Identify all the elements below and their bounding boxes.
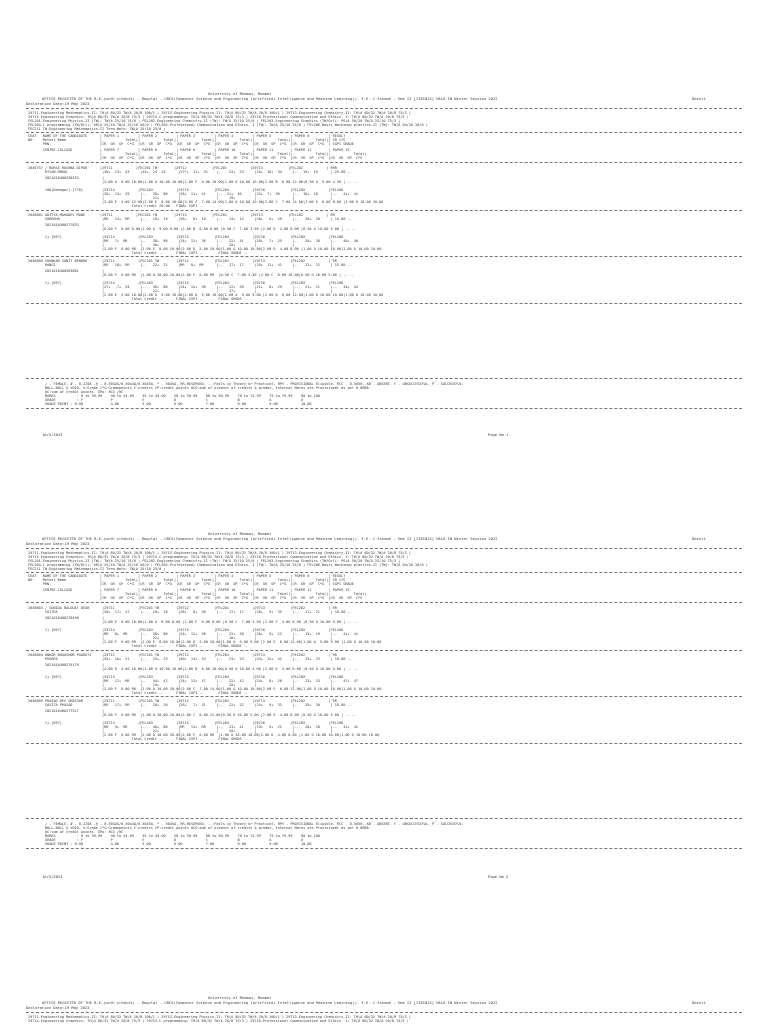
column-header-line: | Total|| Total|| Total|| Total|| Total|| Total|| Total|: [28, 152, 367, 156]
record-line: Total Credit -- FINAL CGPI -- FINAL GRADE --: [28, 737, 249, 741]
record-line: 1)-[857] |29714 |FEL203 |29715 |FEL204 |29716 |FEL205 |FEL206: [28, 675, 344, 679]
record-line: 1)-[857] |29714 |FEL203 |29715 |FEL204 |29716 |FEL205 |FEL206: [28, 235, 344, 239]
column-header-line: SEAT NAME OF THE CANDIDATE | PAPER 1 | PAPER 2 | PAPER 3 | PAPER 4 | PAPER 5 | PAPER 6 | RESULT: [28, 134, 346, 138]
divider: [26, 572, 742, 573]
record-line: |4.00 A 0.00 16.00|1.00 O 10.00 10.00|2.00 E 9.00 18.00|1.00 O 10.00 10.00|2.00 B 6.00 12.00|0.50 A 9.00 4.50 | -- --: [28, 180, 359, 184]
divider: [26, 650, 742, 651]
subject-line: FEC211 TW-Engineering Mathematics-II Term Work: TW(A 25/10 25/0 ): [28, 567, 166, 571]
record-line: |0.00 F 0.00 RR |1.00 O 10.00 10.00|2.00 C 6.00 12.00|0.50 O 10.00 5.00 |2.00 E 4.00 8.00 |0.50 O 10.00 5.00 | -- --: [28, 713, 356, 717]
record-line: |RR 7+ RR |-- 38+ 86 |24+ 12+ 36 |-- 22+ 41 |18+ 7+ 25 |-- 20+ 20 |-- 40+ 40: [28, 239, 359, 243]
record-line: 2046804 ONKAR BHAUSHOB PAARATI |29711 |FEC201 TW |29712 |FEL201 |29713 |FEL202 | RR: [28, 653, 337, 657]
declaration-date: Declaration Date:19 May 2023: [26, 102, 90, 106]
record-line: Total Credit -- FINAL CGPI -- FINAL GRADE --: [28, 297, 249, 301]
print-date: 16/5/2023: [42, 875, 63, 879]
record-line: 2046805 SHANKAR SUNIT BENDRE |29711 |FEC201 TW |29712 |FEL201 |29713 |FEL202 | RR: [28, 259, 337, 263]
subject-line: 29711-Engineering Mathematics-II: TH(A 80/32 TW/A 20/8 100/1 ) 29712-Engineering Physics-II: TH(A 80/32 TW/A 20/8 100/1 ) 29713-Engineering Chemistry-II: TH(A 80/32 TW/A 20/8 75/3 ): [28, 551, 411, 555]
record-line: | | 21+ | | 19+ | | |: [28, 196, 333, 200]
divider: [26, 818, 742, 819]
column-header-line: CENTRE-COLLEGE | PAPER 7 | PAPER 8 | PAPER 9 | PAPER 10 | PAPER 11 | PAPER 12 | PAPER 13: [28, 148, 350, 152]
record-line: |0.00 F 0.00 RR |1.00 O 10.00 10.00|2.00 F 0.00 RR |0.50 C 7.00 3.50 |2.00 C 8.00 16.00|0.50 O 10.00 5.00 | -- --: [28, 273, 354, 277]
record-line: 2021016400277527 |: [28, 709, 105, 713]
divider: [26, 408, 742, 409]
divider: [26, 162, 742, 163]
column-header-line: |CR GR GP C*G |CR GR GP C*G |CR GR GP C*G |CR GR GP C*G |CR GR GP C*G |CR GR GP C*G |CR GR GP C*G: [28, 596, 363, 600]
subject-line: FEL204-C programming (TW/Orl): OR(A 25/10 TW/A 25/10 50/0 ) FEL205-Professional Communication and Ethics- I (TW): TW(A 25/10 25/0 ) FEL206-Basic Workshop practice-II (TW): TW(A 50/20 50/0 ): [28, 563, 428, 567]
record-line: 1)-[857] |29714 |FEL203 |29715 |FEL204 |29716 |FEL205 |FEL206: [28, 721, 344, 725]
legend-line: GRADE : F P E D C B A O: [45, 838, 304, 842]
record-line: Total Credit 20.00 FINAL CGPI --: [28, 204, 204, 208]
subject-line: 29714-Engineering Graphics: TH(A 80/32 TW/A 20/8 75/3 ) 29715-C programming: TH(A 80/32 TW/A 20/8 75/3 ) 29716-Professional Communication and Ethics- I: TH(A 80/32 TW/A 20/8 75/3 ): [28, 115, 409, 119]
divider: [26, 132, 742, 133]
record-line: SAVITA PRASAD |RR 17+ RR |-- 20+ 20 |26+ 7+ 31 |-- 22+ 22 |24+ 9+ 33 |-- 20+ 20 | 18.00 --: [28, 703, 352, 707]
column-header-line: | Total|| Total|| Total|| Total|| Total|| Total|| Total|: [28, 592, 367, 596]
divider: [26, 602, 742, 603]
record-line: 2046801 ADITYA MAHADEV MANE |29711 |FEC201 TW |29712 |FEL201 |29713 |FEL202 | RR: [28, 213, 335, 217]
record-line: CHITRA |30+ 17+ 47 |-- 18+ 18 |28+ 8+ 36 |-- 17+ 17 |26+ 9+ 35 |-- 21+ 21 | 18.00 --: [28, 610, 352, 614]
record-line: |2.00 F 0.00 RR |2.00 O 10.00 20.00|2.00 C 7.00 14.00|1.00 O 10.00 10.00|2.00 E 6.00 12.00|1.00 O 10.00 10.00|1.00 O 10.00 10.00: [28, 687, 382, 691]
divider: [26, 256, 742, 257]
record-line: |26+ 13+ 39 |-- 38+ 86 |28+ 11+ 41 |-- 21+ 40 |23+ 7+ 30 |-- 18+ 18 |-- 41+ 41: [28, 192, 359, 196]
divider: [26, 848, 742, 849]
record-line: | | 22+ | | 20+ | | |: [28, 729, 333, 733]
record-line: PUSHPA |35+ 16+ 51 |-- 23+ 23 |40+ 13+ 53 |-- 23+ 23 |23+ 12+ 42 |-- 23+ 23 | 18.00 --: [28, 657, 352, 661]
result-label: Result: [692, 537, 706, 541]
record-line: 100(Dahagar)-[778] |29714 |FEL203 |29715 |FEL204 |29716 |FEL205 |FEL206: [28, 188, 344, 192]
record-line: RIYAN MUKUL |30+ 13+ 43 |25+ 24 24 |27*+ 11+ 31 |-- 23+ 23 |24+ 10+ 34 |-- 19+ 19 | 25.00 --: [28, 170, 352, 174]
register-title: OFFICE REGISTER OF THE B.E.(with credits) - Regular - CBCS(Computer Science and Engineering (Artificial Intelligence and Machine Learning))- F.E. C-Scheme - Sem II [1T01832] HELD IN Winter Session 2022: [42, 537, 498, 541]
legend-line: MARKS : 0 to 39.99 40 to 44.99 45 to 49.99 50 to 59.99 60 to 69.99 70 to 74.99 75 to 79.99 80 to 100: [45, 394, 321, 398]
subject-line: 29714-Engineering Graphics: TH(A 80/32 TW/A 20/8 75/3 ) 29715-C programming: TH(A 80/32 TW/A 20/8 75/3 ) 29716-Professional Communication and Ethics- I: TH(A 80/32 TW/A 20/8 75/3 ): [28, 1019, 409, 1023]
legend-line: GRADE POINT : 0.00 4.00 5.00 6.00 7.00 8.00 9.00 10.00: [45, 402, 312, 406]
column-header-line: SEAT NAME OF THE CANDIDATE | PAPER 1 | PAPER 2 | PAPER 3 | PAPER 4 | PAPER 5 | PAPER 6 | RESULT: [28, 574, 346, 578]
record-line: |4.00 E 0.00 16.00|1.00 A 8.00 8.00 |2.00 F 0.00 0.00 |0.50 C 7.00 3.50 |2.00 F 4.00 8.00 |0.50 O 10.00 5.00 | -- --: [28, 620, 359, 624]
column-header-line: NO. Mother Name | Total|| Total|| Total|| Total|| Total|| Total|| CR C*G: [28, 138, 346, 142]
legend-line: äC:sum of credit points GPA: äCG /äC: [45, 390, 124, 394]
record-line: |0.00 F 0.00 0.00|1.00 A 9.00 9.00 |2.00 B 6.00 8.00 |0.50 C 7.00 3.50 |2.00 D 4.00 8.00 |0.50 O 10.00 5.00 | -- --: [28, 227, 356, 231]
record-line: 2046805 PRASAD DEV GHATGAR |29711 |FEC201 TW |29712 |FEL201 |29713 |FEL202 | RR: [28, 699, 337, 703]
column-header-line: PRN. |CR GR GP C*G |CR GR GP C*G |CR GR GP C*G |CR GR GP C*G |CR GR GP C*G |CR GR GP C*G | SGPI GRADE: [28, 142, 354, 146]
divider: [26, 1012, 742, 1013]
column-header-line: |CR GR GP C*G |CR GR GP C*G |CR GR GP C*G |CR GR GP C*G |CR GR GP C*G |CR GR GP C*G |CR GR GP C*G: [28, 156, 363, 160]
record-line: |3.00 E 4.00 12.00|2.00 E 8.00 16.00|3.00 C 7.00 14.00|1.00 O 10.00 10.00|2.00 C 7.00 14.00|1.00 E 8.00 8.00 |1.00 O 10.00 10.00: [28, 200, 384, 204]
divider: [26, 378, 742, 379]
page-number: Page No.2: [488, 875, 509, 879]
record-line: 2021016400278496 |: [28, 616, 105, 620]
legend-line: GRADE : F P E D C B A O: [45, 398, 304, 402]
legend-line: NULL-NULL & VOID, G:Grade C*G:Gradepoints C:credits CP:credit points äCG:sum of product of credits & grades, Internal Marks are Provisional as per R.8668: [45, 826, 369, 830]
divider: [26, 210, 742, 211]
record-line: 2046757 / BORSE RUSHNA DIPAK |29711 |FEC201 TW |29712 |FEL201 |29713 |FEL202 | RRR: [28, 166, 337, 170]
subject-line: FEL201-Engineering Physics-II (TW): TW(A 25/10 25/0 ) FEL202-Engineering Chemistry-II (TW): TW(A 25/10 25/0 ) FEL203-Engineering Graphics (TW/Orl): PO(A 50/20 TW/A 25/10 75/3 ): [28, 119, 401, 123]
record-line: Total Credit -- FINAL CGPI -- FINAL GRADE --: [28, 251, 249, 255]
record-line: |27+ 7+ 34 |-- 38+ 86 |24+ 12+ 36 |-- 22+ 39 |21+ 8+ 29 |-- 21+ 21 |-- 44+ 44: [28, 285, 359, 289]
subject-line: 29711-Engineering Mathematics-II: TH(A 80/32 TW/A 20/8 100/1 ) 29712-Engineering Physics-II: TH(A 80/32 TW/A 20/8 100/1 ) 29713-Engineering Chemistry-II: TH(A 80/32 TW/A 20/8 75/3 ): [28, 1015, 411, 1019]
subject-line: 29711-Engineering Mathematics-II: TH(A 80/32 TW/A 20/8 100/1 ) 29712-Engineering Physics-II: TH(A 80/32 TW/A 20/8 100/1 ) 29713-Engineering Chemistry-II: TH(A 80/32 TW/A 20/8 75/3 ): [28, 111, 411, 115]
university-title: University of Mumbai, Mumbai: [208, 92, 272, 96]
record-line: RANGI |RR 18+ RR |-- 22+ 22 |RR 8+ RR |-- 17+ 17 |29+ 12+ 41 |-- 22+ 22 | 15.00 --: [28, 263, 352, 267]
subject-line: FEL204-C programming (TW/Orl): OR(A 25/10 TW/A 25/10 50/0 ) FEL205-Professional Communication and Ethics- I (TW): TW(A 25/10 25/0 ) FEL206-Basic Workshop practice-II (TW): TW(A 50/20 50/0 ): [28, 123, 428, 127]
legend-line: / - FEMALE, # - 0.229A ,@ - 0.5042A/0.5044A/0.5045A, * - 5045A, RR-RESERVED, --:Fails in Theory or Practical, RPV - PROVISIONAL Eligible, RCC - 0.5050, AB - ABSENT, F - UNSUCCESSFUL, P - SUCCESSFUL;: [45, 382, 464, 386]
result-label: Result: [692, 1001, 706, 1005]
record-line: 2021016400277833 |: [28, 223, 105, 227]
declaration-date: Declaration Date:19 May 2023: [26, 542, 90, 546]
register-title: OFFICE REGISTER OF THE B.E.(with credits) - Regular - CBCS(Computer Science and Engineering (Artificial Intelligence and Machine Learning))- F.E. C-Scheme - Sem II [1T01832] HELD IN Winter Session 2022: [42, 97, 498, 101]
column-header-line: PRN. |CR GR GP C*G |CR GR GP C*G |CR GR GP C*G |CR GR GP C*G |CR GR GP C*G |CR GR GP C*G | SGPI GRADE: [28, 582, 354, 586]
legend-line: / - FEMALE, # - 0.229A ,@ - 0.5042A/0.5044A/0.5045A, * - 5045A, RR-RESERVED, --:Fails in Theory or Practical, RPV - PROVISIONAL Eligible, RCC - 0.5050, AB - ABSENT, F - UNSUCCESSFUL, P - SUCCESSFUL;: [45, 822, 464, 826]
record-line: |RR 8+ RR |-- 38+ 86 |24+ 12+ 36 |-- 22+ 38 |26+ 9+ 22 |-- 19+ 19 |-- 41+ 41: [28, 632, 359, 636]
record-line: 1)-[857] |29714 |FEL203 |29715 |FEL204 |29716 |FEL205 |FEL206: [28, 628, 344, 632]
university-title: University of Mumbai, Mumbai: [208, 532, 272, 536]
record-line: |RR 9+ RR |-- 40+ 86 |RR 13+ RR |-- 23+ 41 |19+ 9+ 22 |-- 20+ 20 |-- 42+ 42: [28, 725, 359, 729]
record-line: 2021016400296333 |: [28, 176, 105, 180]
record-line: Total Credit -- FINAL CGPI -- FINAL GRADE --: [28, 644, 249, 648]
print-date: 16/5/2023: [42, 433, 63, 437]
record-line: |4.00 D 4.00 16.00|1.00 O 10.00 10.00|2.00 B 8.00 16.00|0.50 O 10.00 5.00 |2.00 D 4.00 8.00 |0.50 O 10.00 5.00 | -- --: [28, 667, 359, 671]
record-line: 2021016400263881 |: [28, 269, 105, 273]
record-line: | | 48+ | | 20+ | | |: [28, 243, 333, 247]
column-header-line: NO. Mother Name | Total|| Total|| Total|| Total|| Total|| Total|| CR C*G: [28, 578, 346, 582]
declaration-date: Declaration Date:19 May 2023: [26, 1006, 90, 1010]
record-line: | | 22+ | | 16+ | | |: [28, 636, 333, 640]
divider: [26, 696, 742, 697]
legend-line: MARKS : 0 to 39.99 40 to 44.99 45 to 49.99 50 to 59.99 60 to 69.99 70 to 74.99 75 to 79.99 80 to 100: [45, 834, 321, 838]
record-line: |2.00 F 0.00 RR |2.00 E 8.00 16.00|2.00 D 5.00 10.00|1.00 O 10.00 10.00|2.00 D 4.00 8.00 |1.00 O 10.00 10.00|1.00 O 10.00 10.00: [28, 247, 382, 251]
legend-line: NULL-NULL & VOID, G:Grade C*G:Gradepoints C:credits CP:credit points äCG:sum of product of credits & grades, Internal Marks are Provisional as per R.8668: [45, 386, 369, 390]
legend-line: äC:sum of credit points GPA: äCG /äC: [45, 830, 124, 834]
record-line: 1)-[857] |29714 |FEL203 |29715 |FEL204 |29716 |FEL205 |FEL206: [28, 281, 344, 285]
divider: [26, 548, 742, 549]
record-line: |2.00 E 5.00 10.00|2.00 A 9.00 18.00|2.00 D 5.00 10.00|1.00 A 9.00 9.00 |2.00 D 6.00 12.00|1.00 O 10.00 10.00|1.00 O 10.00 10.00: [28, 293, 384, 297]
subject-line: FEC211 TW-Engineering Mathematics-II Term Work: TW(A 25/10 25/0 ): [28, 127, 166, 131]
page-number: Page No.1: [488, 433, 509, 437]
register-title: OFFICE REGISTER OF THE B.E.(with credits) - Regular - CBCS(Computer Science and Engineering (Artificial Intelligence and Machine Learning))- F.E. C-Scheme - Sem II [1T01832] HELD IN Winter Session 2022: [42, 1001, 498, 1005]
record-line: 2021016400279179 |: [28, 663, 105, 667]
record-line: | | 22+ | | 17+ | | |: [28, 289, 333, 293]
record-line: 2046803 / SUNIDA BALOUAT DEAB |29711 |FEC201 TW |29712 |FEL201 |29713 |FEL202 | RR: [28, 606, 337, 610]
subject-line: FEL201-Engineering Physics-II (TW): TW(A 25/10 25/0 ) FEL202-Engineering Chemistry-II (TW): TW(A 25/10 25/0 ) FEL203-Engineering Graphics (TW/Orl): PO(A 50/20 TW/A 25/10 75/3 ): [28, 559, 401, 563]
record-line: | | 19+ | | 20+ | | |: [28, 683, 333, 687]
subject-line: 29714-Engineering Graphics: TH(A 80/32 TW/A 20/8 75/3 ) 29715-C programming: TH(A 80/32 TW/A 20/8 75/3 ) 29716-Professional Communication and Ethics- I: TH(A 80/32 TW/A 20/8 75/3 ): [28, 555, 409, 559]
legend-line: GRADE POINT : 0.00 4.00 5.00 6.00 7.00 8.00 9.00 10.00: [45, 842, 312, 846]
column-header-line: CENTRE-COLLEGE | PAPER 7 | PAPER 8 | PAPER 9 | PAPER 10 | PAPER 11 | PAPER 12 | PAPER 13: [28, 588, 350, 592]
record-line: Total Credit -- FINAL CGPI -- FINAL GRADE --: [28, 691, 249, 695]
result-label: Result: [692, 97, 706, 101]
university-title: University of Mumbai, Mumbai: [208, 996, 272, 1000]
divider: [26, 743, 742, 744]
record-line: |2.00 F 0.00 RR |2.00 O 10.00 20.00|2.00 F 0.00 RR |1.00 O 10.00 10.00|2.00 D 4.00 8.00 |1.00 O 10.00 10.00|1.00 O 10.00 10.00: [28, 733, 380, 737]
record-line: |RR 12+ RR |-- 44+ 42 |24+ 13+ 47 |-- 22+ 42 |24+ 8+ 28 |-- 23+ 23 |-- 47+ 47: [28, 679, 359, 683]
divider: [26, 303, 742, 304]
divider: [26, 108, 742, 109]
record-line: SUREKHA |RR 13+ RR |-- 19+ 19 |26+ 8+ 18 |-- 14+ 14 |20+ 9+ 29 |-- 20+ 20 | 15.00 --: [28, 217, 352, 221]
record-line: |2.00 F 0.00 RR |2.00 E 8.00 16.00|2.00 D 5.00 10.00|1.00 A 9.00 9.00 |2.00 E 6.00 12.00|1.00 A 9.00 9.00 |1.00 O 10.00 10.00: [28, 640, 382, 644]
